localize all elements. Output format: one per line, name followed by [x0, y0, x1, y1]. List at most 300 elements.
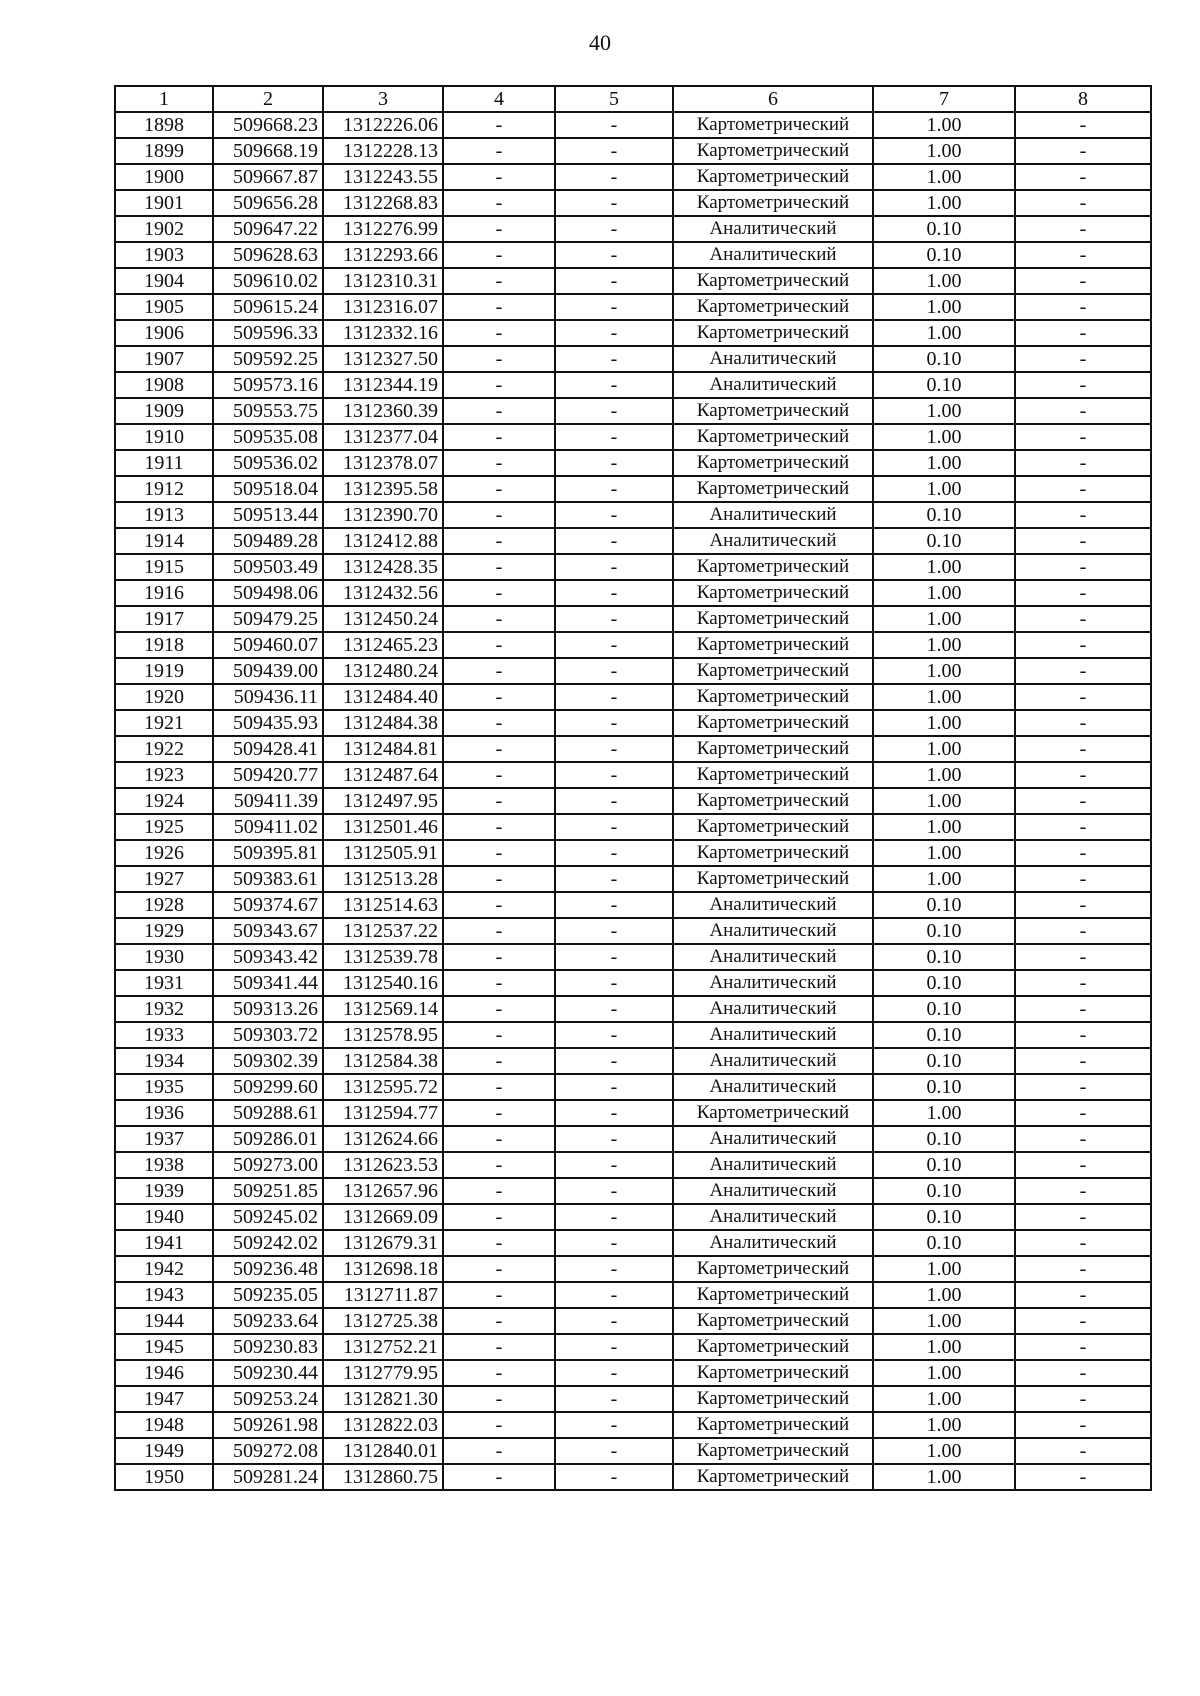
table-row	[115, 294, 1151, 320]
y-coordinate-cell: 1312377.04	[323, 424, 443, 450]
method-cell: Картометрический	[673, 424, 873, 450]
column-4-cell: -	[443, 372, 555, 398]
method-cell: Картометрический	[673, 1438, 873, 1464]
column-4-cell: -	[443, 294, 555, 320]
x-coordinate-cell: 509503.49	[213, 554, 323, 580]
x-coordinate-cell: 509411.02	[213, 814, 323, 840]
column-4-cell: -	[443, 1126, 555, 1152]
point-number-cell: 1931	[115, 970, 213, 996]
column-header: 7	[873, 86, 1015, 112]
method-cell: Картометрический	[673, 580, 873, 606]
column-8-cell: -	[1015, 1386, 1151, 1412]
y-coordinate-cell: 1312584.38	[323, 1048, 443, 1074]
x-coordinate-cell: 509668.19	[213, 138, 323, 164]
accuracy-cell: 1.00	[873, 658, 1015, 684]
table-row	[115, 1152, 1151, 1178]
point-number-cell: 1924	[115, 788, 213, 814]
y-coordinate-cell: 1312594.77	[323, 1100, 443, 1126]
y-coordinate-cell: 1312480.24	[323, 658, 443, 684]
y-coordinate-cell: 1312540.16	[323, 970, 443, 996]
column-8-cell: -	[1015, 1282, 1151, 1308]
column-4-cell: -	[443, 814, 555, 840]
method-cell: Картометрический	[673, 1412, 873, 1438]
y-coordinate-cell: 1312228.13	[323, 138, 443, 164]
column-header: 1	[115, 86, 213, 112]
accuracy-cell: 1.00	[873, 606, 1015, 632]
table-row	[115, 424, 1151, 450]
accuracy-cell: 1.00	[873, 476, 1015, 502]
point-number-cell: 1917	[115, 606, 213, 632]
column-4-cell: -	[443, 996, 555, 1022]
point-number-cell: 1925	[115, 814, 213, 840]
column-5-cell: -	[555, 658, 673, 684]
column-5-cell: -	[555, 138, 673, 164]
column-4-cell: -	[443, 554, 555, 580]
y-coordinate-cell: 1312752.21	[323, 1334, 443, 1360]
table-row	[115, 1256, 1151, 1282]
method-cell: Картометрический	[673, 476, 873, 502]
column-8-cell: -	[1015, 1204, 1151, 1230]
table-row	[115, 476, 1151, 502]
table-row	[115, 398, 1151, 424]
point-number-cell: 1932	[115, 996, 213, 1022]
accuracy-cell: 0.10	[873, 216, 1015, 242]
page-number: 40	[589, 30, 611, 55]
accuracy-cell: 1.00	[873, 1308, 1015, 1334]
x-coordinate-cell: 509230.83	[213, 1334, 323, 1360]
table-row	[115, 1282, 1151, 1308]
method-cell: Картометрический	[673, 840, 873, 866]
y-coordinate-cell: 1312657.96	[323, 1178, 443, 1204]
table-row	[115, 710, 1151, 736]
accuracy-cell: 1.00	[873, 164, 1015, 190]
x-coordinate-cell: 509439.00	[213, 658, 323, 684]
column-5-cell: -	[555, 398, 673, 424]
y-coordinate-cell: 1312390.70	[323, 502, 443, 528]
x-coordinate-cell: 509536.02	[213, 450, 323, 476]
column-4-cell: -	[443, 1048, 555, 1074]
x-coordinate-cell: 509299.60	[213, 1074, 323, 1100]
method-cell: Картометрический	[673, 1282, 873, 1308]
point-number-cell: 1949	[115, 1438, 213, 1464]
column-header: 8	[1015, 86, 1151, 112]
x-coordinate-cell: 509596.33	[213, 320, 323, 346]
method-cell: Аналитический	[673, 346, 873, 372]
column-8-cell: -	[1015, 476, 1151, 502]
column-5-cell: -	[555, 554, 673, 580]
point-number-cell: 1904	[115, 268, 213, 294]
accuracy-cell: 0.10	[873, 502, 1015, 528]
column-5-cell: -	[555, 866, 673, 892]
y-coordinate-cell: 1312432.56	[323, 580, 443, 606]
point-number-cell: 1938	[115, 1152, 213, 1178]
point-number-cell: 1939	[115, 1178, 213, 1204]
table-row	[115, 892, 1151, 918]
method-cell: Картометрический	[673, 658, 873, 684]
x-coordinate-cell: 509489.28	[213, 528, 323, 554]
x-coordinate-cell: 509411.39	[213, 788, 323, 814]
method-cell: Картометрический	[673, 138, 873, 164]
column-4-cell: -	[443, 450, 555, 476]
column-4-cell: -	[443, 138, 555, 164]
column-8-cell: -	[1015, 658, 1151, 684]
column-4-cell: -	[443, 1334, 555, 1360]
method-cell: Аналитический	[673, 242, 873, 268]
method-cell: Аналитический	[673, 996, 873, 1022]
y-coordinate-cell: 1312378.07	[323, 450, 443, 476]
column-4-cell: -	[443, 1282, 555, 1308]
accuracy-cell: 1.00	[873, 1360, 1015, 1386]
accuracy-cell: 0.10	[873, 970, 1015, 996]
y-coordinate-cell: 1312484.81	[323, 736, 443, 762]
table-row	[115, 190, 1151, 216]
table-row	[115, 242, 1151, 268]
x-coordinate-cell: 509302.39	[213, 1048, 323, 1074]
method-cell: Картометрический	[673, 554, 873, 580]
column-5-cell: -	[555, 580, 673, 606]
x-coordinate-cell: 509610.02	[213, 268, 323, 294]
column-5-cell: -	[555, 216, 673, 242]
x-coordinate-cell: 509628.63	[213, 242, 323, 268]
accuracy-cell: 0.10	[873, 372, 1015, 398]
column-5-cell: -	[555, 1152, 673, 1178]
column-8-cell: -	[1015, 1126, 1151, 1152]
column-5-cell: -	[555, 268, 673, 294]
x-coordinate-cell: 509498.06	[213, 580, 323, 606]
column-5-cell: -	[555, 294, 673, 320]
method-cell: Картометрический	[673, 736, 873, 762]
accuracy-cell: 1.00	[873, 398, 1015, 424]
column-8-cell: -	[1015, 866, 1151, 892]
method-cell: Картометрический	[673, 762, 873, 788]
y-coordinate-cell: 1312779.95	[323, 1360, 443, 1386]
column-5-cell: -	[555, 1100, 673, 1126]
point-number-cell: 1898	[115, 112, 213, 138]
column-8-cell: -	[1015, 398, 1151, 424]
column-5-cell: -	[555, 606, 673, 632]
y-coordinate-cell: 1312669.09	[323, 1204, 443, 1230]
column-5-cell: -	[555, 736, 673, 762]
method-cell: Аналитический	[673, 1074, 873, 1100]
point-number-cell: 1943	[115, 1282, 213, 1308]
y-coordinate-cell: 1312428.35	[323, 554, 443, 580]
y-coordinate-cell: 1312501.46	[323, 814, 443, 840]
column-8-cell: -	[1015, 294, 1151, 320]
column-5-cell: -	[555, 320, 673, 346]
column-5-cell: -	[555, 1048, 673, 1074]
point-number-cell: 1928	[115, 892, 213, 918]
column-4-cell: -	[443, 112, 555, 138]
y-coordinate-cell: 1312412.88	[323, 528, 443, 554]
column-4-cell: -	[443, 658, 555, 684]
accuracy-cell: 0.10	[873, 346, 1015, 372]
column-5-cell: -	[555, 1230, 673, 1256]
method-cell: Аналитический	[673, 528, 873, 554]
method-cell: Аналитический	[673, 1152, 873, 1178]
column-5-cell: -	[555, 476, 673, 502]
column-8-cell: -	[1015, 814, 1151, 840]
column-5-cell: -	[555, 502, 673, 528]
y-coordinate-cell: 1312360.39	[323, 398, 443, 424]
x-coordinate-cell: 509341.44	[213, 970, 323, 996]
point-number-cell: 1946	[115, 1360, 213, 1386]
point-number-cell: 1900	[115, 164, 213, 190]
column-4-cell: -	[443, 1308, 555, 1334]
x-coordinate-cell: 509273.00	[213, 1152, 323, 1178]
column-5-cell: -	[555, 1412, 673, 1438]
column-8-cell: -	[1015, 1412, 1151, 1438]
accuracy-cell: 0.10	[873, 1204, 1015, 1230]
column-5-cell: -	[555, 710, 673, 736]
column-4-cell: -	[443, 1204, 555, 1230]
point-number-cell: 1913	[115, 502, 213, 528]
accuracy-cell: 1.00	[873, 814, 1015, 840]
accuracy-cell: 1.00	[873, 268, 1015, 294]
accuracy-cell: 1.00	[873, 840, 1015, 866]
table-row	[115, 1204, 1151, 1230]
column-8-cell: -	[1015, 736, 1151, 762]
y-coordinate-cell: 1312569.14	[323, 996, 443, 1022]
table-row	[115, 1126, 1151, 1152]
method-cell: Аналитический	[673, 1048, 873, 1074]
accuracy-cell: 1.00	[873, 190, 1015, 216]
method-cell: Картометрический	[673, 684, 873, 710]
accuracy-cell: 1.00	[873, 1256, 1015, 1282]
x-coordinate-cell: 509286.01	[213, 1126, 323, 1152]
table-row	[115, 346, 1151, 372]
column-8-cell: -	[1015, 1308, 1151, 1334]
column-8-cell: -	[1015, 580, 1151, 606]
column-4-cell: -	[443, 788, 555, 814]
column-8-cell: -	[1015, 1152, 1151, 1178]
column-5-cell: -	[555, 1022, 673, 1048]
y-coordinate-cell: 1312450.24	[323, 606, 443, 632]
y-coordinate-cell: 1312487.64	[323, 762, 443, 788]
accuracy-cell: 0.10	[873, 242, 1015, 268]
y-coordinate-cell: 1312310.31	[323, 268, 443, 294]
column-5-cell: -	[555, 1126, 673, 1152]
table-row	[115, 684, 1151, 710]
method-cell: Картометрический	[673, 710, 873, 736]
column-4-cell: -	[443, 190, 555, 216]
column-4-cell: -	[443, 502, 555, 528]
y-coordinate-cell: 1312505.91	[323, 840, 443, 866]
y-coordinate-cell: 1312725.38	[323, 1308, 443, 1334]
point-number-cell: 1941	[115, 1230, 213, 1256]
table-row	[115, 606, 1151, 632]
x-coordinate-cell: 509233.64	[213, 1308, 323, 1334]
column-8-cell: -	[1015, 346, 1151, 372]
table-row	[115, 1308, 1151, 1334]
x-coordinate-cell: 509272.08	[213, 1438, 323, 1464]
accuracy-cell: 1.00	[873, 866, 1015, 892]
column-4-cell: -	[443, 424, 555, 450]
column-8-cell: -	[1015, 788, 1151, 814]
column-4-cell: -	[443, 762, 555, 788]
column-4-cell: -	[443, 1360, 555, 1386]
x-coordinate-cell: 509479.25	[213, 606, 323, 632]
table-row	[115, 788, 1151, 814]
method-cell: Картометрический	[673, 294, 873, 320]
column-8-cell: -	[1015, 216, 1151, 242]
point-number-cell: 1934	[115, 1048, 213, 1074]
accuracy-cell: 0.10	[873, 1230, 1015, 1256]
y-coordinate-cell: 1312332.16	[323, 320, 443, 346]
column-4-cell: -	[443, 398, 555, 424]
point-number-cell: 1940	[115, 1204, 213, 1230]
y-coordinate-cell: 1312623.53	[323, 1152, 443, 1178]
method-cell: Картометрический	[673, 632, 873, 658]
column-8-cell: -	[1015, 1438, 1151, 1464]
method-cell: Аналитический	[673, 944, 873, 970]
point-number-cell: 1930	[115, 944, 213, 970]
column-5-cell: -	[555, 112, 673, 138]
table-row	[115, 1048, 1151, 1074]
point-number-cell: 1936	[115, 1100, 213, 1126]
column-header: 3	[323, 86, 443, 112]
x-coordinate-cell: 509230.44	[213, 1360, 323, 1386]
column-8-cell: -	[1015, 242, 1151, 268]
method-cell: Аналитический	[673, 918, 873, 944]
column-4-cell: -	[443, 1438, 555, 1464]
y-coordinate-cell: 1312624.66	[323, 1126, 443, 1152]
column-5-cell: -	[555, 1282, 673, 1308]
method-cell: Аналитический	[673, 216, 873, 242]
column-4-cell: -	[443, 242, 555, 268]
method-cell: Картометрический	[673, 190, 873, 216]
y-coordinate-cell: 1312268.83	[323, 190, 443, 216]
column-5-cell: -	[555, 242, 673, 268]
column-4-cell: -	[443, 1256, 555, 1282]
column-4-cell: -	[443, 710, 555, 736]
method-cell: Аналитический	[673, 1178, 873, 1204]
point-number-cell: 1937	[115, 1126, 213, 1152]
column-5-cell: -	[555, 892, 673, 918]
column-4-cell: -	[443, 528, 555, 554]
column-4-cell: -	[443, 580, 555, 606]
method-cell: Картометрический	[673, 398, 873, 424]
x-coordinate-cell: 509245.02	[213, 1204, 323, 1230]
accuracy-cell: 0.10	[873, 996, 1015, 1022]
column-5-cell: -	[555, 424, 673, 450]
y-coordinate-cell: 1312465.23	[323, 632, 443, 658]
table-row	[115, 502, 1151, 528]
table-row	[115, 1412, 1151, 1438]
x-coordinate-cell: 509242.02	[213, 1230, 323, 1256]
x-coordinate-cell: 509668.23	[213, 112, 323, 138]
y-coordinate-cell: 1312595.72	[323, 1074, 443, 1100]
y-coordinate-cell: 1312698.18	[323, 1256, 443, 1282]
accuracy-cell: 1.00	[873, 294, 1015, 320]
column-4-cell: -	[443, 840, 555, 866]
method-cell: Картометрический	[673, 1386, 873, 1412]
point-number-cell: 1907	[115, 346, 213, 372]
column-8-cell: -	[1015, 528, 1151, 554]
table-row	[115, 632, 1151, 658]
point-number-cell: 1927	[115, 866, 213, 892]
x-coordinate-cell: 509235.05	[213, 1282, 323, 1308]
accuracy-cell: 1.00	[873, 450, 1015, 476]
column-8-cell: -	[1015, 268, 1151, 294]
column-8-cell: -	[1015, 944, 1151, 970]
y-coordinate-cell: 1312344.19	[323, 372, 443, 398]
column-4-cell: -	[443, 606, 555, 632]
accuracy-cell: 0.10	[873, 1022, 1015, 1048]
column-4-cell: -	[443, 216, 555, 242]
table-row	[115, 1438, 1151, 1464]
method-cell: Аналитический	[673, 372, 873, 398]
x-coordinate-cell: 509460.07	[213, 632, 323, 658]
y-coordinate-cell: 1312539.78	[323, 944, 443, 970]
y-coordinate-cell: 1312243.55	[323, 164, 443, 190]
column-8-cell: -	[1015, 684, 1151, 710]
x-coordinate-cell: 509513.44	[213, 502, 323, 528]
x-coordinate-cell: 509573.16	[213, 372, 323, 398]
column-8-cell: -	[1015, 164, 1151, 190]
x-coordinate-cell: 509303.72	[213, 1022, 323, 1048]
point-number-cell: 1919	[115, 658, 213, 684]
column-4-cell: -	[443, 866, 555, 892]
point-number-cell: 1912	[115, 476, 213, 502]
y-coordinate-cell: 1312316.07	[323, 294, 443, 320]
method-cell: Аналитический	[673, 502, 873, 528]
column-5-cell: -	[555, 1386, 673, 1412]
column-4-cell: -	[443, 944, 555, 970]
column-8-cell: -	[1015, 424, 1151, 450]
column-8-cell: -	[1015, 606, 1151, 632]
table-row	[115, 736, 1151, 762]
table-row	[115, 658, 1151, 684]
column-4-cell: -	[443, 1464, 555, 1490]
method-cell: Аналитический	[673, 970, 873, 996]
table-row	[115, 1022, 1151, 1048]
method-cell: Картометрический	[673, 164, 873, 190]
table-header-row	[115, 86, 1151, 112]
accuracy-cell: 1.00	[873, 1438, 1015, 1464]
column-header: 4	[443, 86, 555, 112]
table-row	[115, 112, 1151, 138]
column-5-cell: -	[555, 190, 673, 216]
y-coordinate-cell: 1312860.75	[323, 1464, 443, 1490]
column-4-cell: -	[443, 164, 555, 190]
point-number-cell: 1950	[115, 1464, 213, 1490]
point-number-cell: 1915	[115, 554, 213, 580]
accuracy-cell: 1.00	[873, 632, 1015, 658]
accuracy-cell: 1.00	[873, 112, 1015, 138]
method-cell: Аналитический	[673, 892, 873, 918]
x-coordinate-cell: 509535.08	[213, 424, 323, 450]
method-cell: Картометрический	[673, 1256, 873, 1282]
column-8-cell: -	[1015, 450, 1151, 476]
table-row	[115, 1230, 1151, 1256]
x-coordinate-cell: 509253.24	[213, 1386, 323, 1412]
method-cell: Картометрический	[673, 1308, 873, 1334]
accuracy-cell: 1.00	[873, 554, 1015, 580]
x-coordinate-cell: 509313.26	[213, 996, 323, 1022]
table-row	[115, 320, 1151, 346]
table-row	[115, 216, 1151, 242]
table-row	[115, 1178, 1151, 1204]
point-number-cell: 1906	[115, 320, 213, 346]
point-number-cell: 1910	[115, 424, 213, 450]
column-5-cell: -	[555, 1074, 673, 1100]
accuracy-cell: 1.00	[873, 710, 1015, 736]
y-coordinate-cell: 1312578.95	[323, 1022, 443, 1048]
column-4-cell: -	[443, 1022, 555, 1048]
accuracy-cell: 1.00	[873, 138, 1015, 164]
column-4-cell: -	[443, 970, 555, 996]
table-row	[115, 138, 1151, 164]
